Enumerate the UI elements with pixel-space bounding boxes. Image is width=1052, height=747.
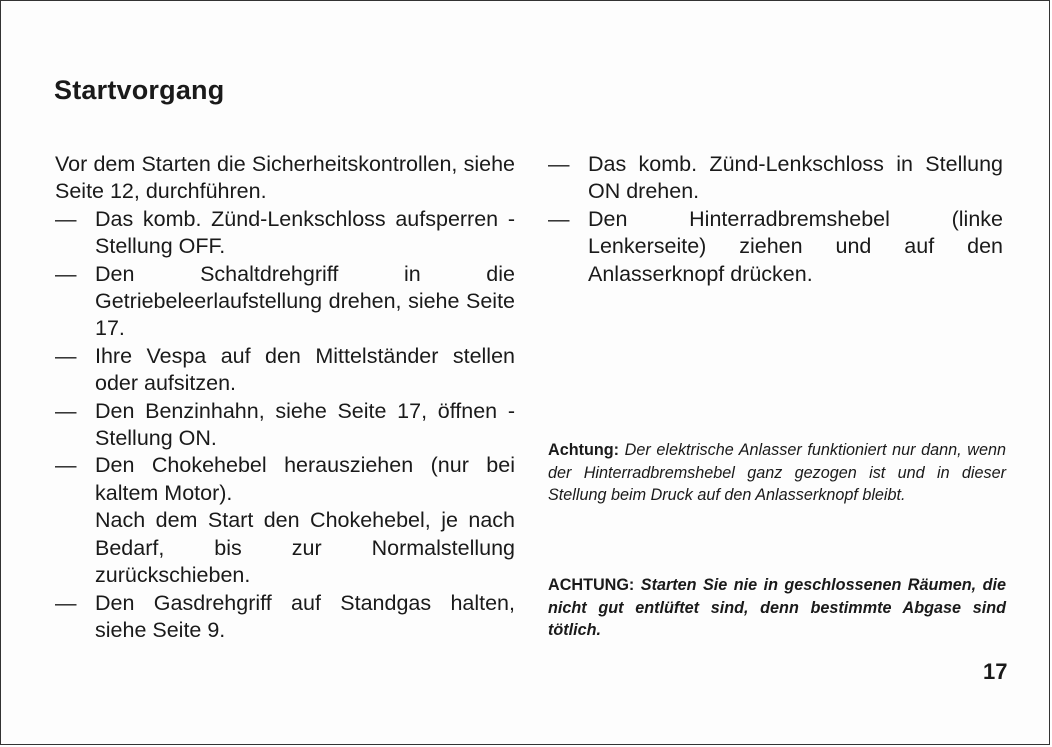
warning-label: Achtung: xyxy=(548,441,620,459)
intro-paragraph: Vor dem Starten die Sicherheitskontrollen, siehe Seite 12, durchführen. xyxy=(55,152,515,204)
dash-bullet: — xyxy=(548,206,570,231)
dash-bullet: — xyxy=(55,590,77,615)
step-text: Den Gasdrehgriff auf Standgas halten, siehe Seite 9. xyxy=(95,590,515,642)
warning-text: Der elektrische Anlasser funktioniert nur dann, wenn der Hinterradbremshebel ganz gezogen ist und in dieser Stellung beim Druck auf den Anlasserknopf bleibt. xyxy=(548,441,1006,504)
list-item xyxy=(548,206,1003,288)
danger-text: Starten Sie nie in geschlossenen Räumen, die nicht gut entlüftet sind, denn bestimmte Abgase sind tötlich. xyxy=(548,576,1006,639)
list-item xyxy=(55,206,515,261)
right-column xyxy=(548,151,1003,288)
left-column xyxy=(55,151,515,644)
step-text: Den Schaltdrehgriff in die Getriebeleerlaufstellung drehen, siehe Seite 17. xyxy=(95,261,515,341)
left-steps-list xyxy=(55,206,515,645)
step-text: Das komb. Zünd-Lenkschloss aufsperren - Stellung OFF. xyxy=(95,206,515,259)
page-number: 17 xyxy=(983,659,1008,684)
dash-bullet: — xyxy=(55,261,77,286)
dash-bullet: — xyxy=(55,398,77,423)
warning-note xyxy=(548,439,1006,507)
step-text: Den Benzinhahn, siehe Seite 17, öffnen - Stellung ON. xyxy=(95,398,515,451)
dash-bullet: — xyxy=(55,343,77,368)
step-text: Den Hinterradbremshebel (linke Lenkerseite) ziehen und auf den Anlasserknopf drücken. xyxy=(588,206,1003,286)
danger-label: ACHTUNG: xyxy=(548,576,635,594)
danger-note xyxy=(548,574,1006,642)
list-item xyxy=(55,261,515,343)
step-continuation: Nach dem Start den Chokehebel, je nach Bedarf, bis zur Normalstellung zurückschieben. xyxy=(95,508,515,588)
list-item xyxy=(55,343,515,398)
dash-bullet: — xyxy=(55,453,77,478)
step-text: Das komb. Zünd-Lenkschloss in Stellung ON drehen. xyxy=(588,152,1003,204)
list-item xyxy=(55,452,515,589)
dash-bullet: — xyxy=(55,206,77,231)
page-title: Startvorgang xyxy=(54,75,225,105)
right-steps-list xyxy=(548,151,1003,288)
list-item xyxy=(55,590,515,645)
step-text: Den Chokehebel herausziehen (nur bei kaltem Motor). xyxy=(95,453,515,505)
dash-bullet: — xyxy=(548,152,570,176)
list-item xyxy=(548,151,1003,206)
step-text: Ihre Vespa auf den Mittelständer stellen oder aufsitzen. xyxy=(95,343,515,396)
list-item xyxy=(55,398,515,453)
